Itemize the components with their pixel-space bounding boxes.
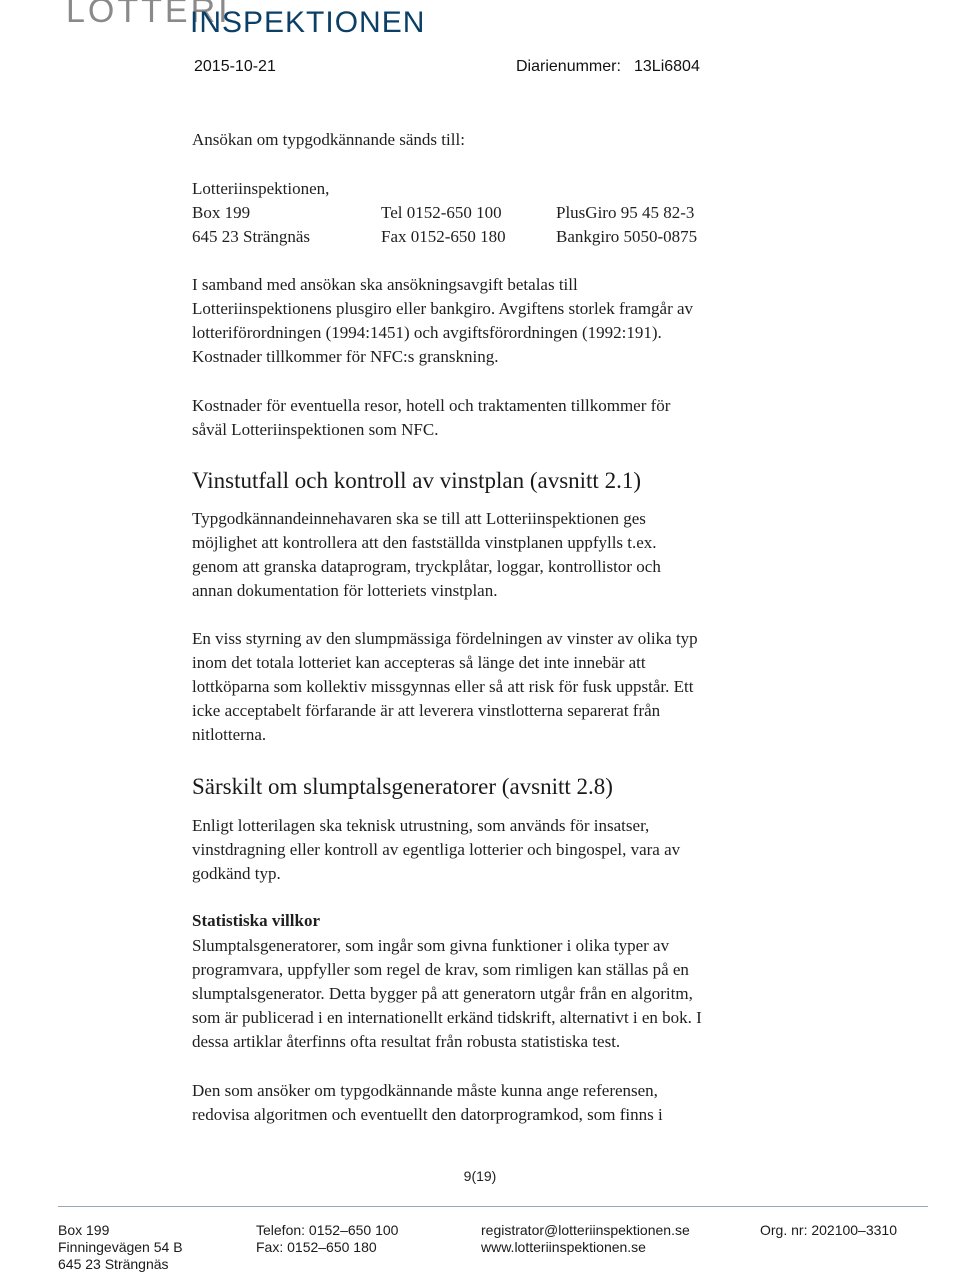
para4-line: slumptalsgenerator. Detta bygger på att generatorn utgår från en algoritm, <box>192 984 693 1003</box>
para3-line: Enligt lotterilagen ska teknisk utrustning, som används för insatser, <box>192 816 650 835</box>
diarienummer-value: 13Li6804 <box>634 58 700 75</box>
address-box: Box 199 <box>192 203 251 222</box>
para4-line: programvara, uppfyller som regel de krav, som rimligen kan ställas på en <box>192 960 689 979</box>
para2-line: icke acceptabelt förfarande är att leverera vinstlotterna separerat från <box>192 701 661 720</box>
heading-vinstutfall: Vinstutfall och kontroll av vinstplan (avsnitt 2.1) <box>192 468 641 493</box>
footer-fax: Fax: 0152–650 180 <box>256 1239 377 1255</box>
document-date: 2015-10-21 <box>194 58 276 75</box>
intro-text: Ansökan om typgodkännande sänds till: <box>192 130 465 149</box>
para1-line: möjlighet att kontrollera att den fastställda vinstplanen uppfylls t.ex. <box>192 533 657 552</box>
address-fax: Fax 0152-650 180 <box>381 227 506 246</box>
logo-lotteri: LOTTERI <box>66 0 231 30</box>
para3-line: godkänd typ. <box>192 864 281 883</box>
para2-line: En viss styrning av den slumpmässiga fördelningen av vinster av olika typ <box>192 629 698 648</box>
address-city: 645 23 Strängnäs <box>192 227 311 246</box>
footer-web[interactable]: www.lotteriinspektionen.se <box>481 1239 646 1255</box>
footer-divider <box>58 1206 928 1207</box>
para2-line: inom det totala lotteriet kan accepteras så länge det inte innebär att <box>192 653 646 672</box>
para2-line: nitlotterna. <box>192 725 267 744</box>
para3-line: vinstdragning eller kontroll av egentliga lotterier och bingospel, vara av <box>192 840 681 859</box>
footer-box: Box 199 <box>58 1222 110 1238</box>
fee-line: I samband med ansökan ska ansökningsavgift betalas till <box>192 275 578 294</box>
para4-line: dessa artiklar återfinns ofta resultat från robusta statistiska test. <box>192 1032 621 1051</box>
costs-line: såväl Lotteriinspektionen som NFC. <box>192 420 439 439</box>
para1-line: Typgodkännandeinnehavaren ska se till att Lotteriinspektionen ges <box>192 509 646 528</box>
footer-street: Finningevägen 54 B <box>58 1239 183 1255</box>
fee-line: lotteriförordningen (1994:1451) och avgiftsförordningen (1992:191). <box>192 323 662 342</box>
page-number: 9(19) <box>463 1168 497 1184</box>
para5-line: Den som ansöker om typgodkännande måste kunna ange referensen, <box>192 1081 658 1100</box>
footer-city: 645 23 Strängnäs <box>58 1256 169 1272</box>
para1-line: genom att granska dataprogram, tryckplåtar, loggar, kontrollistor och <box>192 557 661 576</box>
heading-slumptalsgeneratorer: Särskilt om slumptalsgeneratorer (avsnitt 2.8) <box>192 774 613 799</box>
para1-line: annan dokumentation för lotteriets vinstplan. <box>192 581 498 600</box>
footer-phone: Telefon: 0152–650 100 <box>256 1222 399 1238</box>
diarienummer-label: Diarienummer: <box>516 58 621 75</box>
address-bankgiro: Bankgiro 5050-0875 <box>556 227 698 246</box>
para4-line: som är publicerad i en internationellt erkänd tidskrift, alternativt i en bok. I <box>192 1008 702 1027</box>
address-tel: Tel 0152-650 100 <box>381 203 502 222</box>
costs-line: Kostnader för eventuella resor, hotell och traktamenten tillkommer för <box>192 396 671 415</box>
para4-line: Slumptalsgeneratorer, som ingår som givna funktioner i olika typer av <box>192 936 670 955</box>
footer-email[interactable]: registrator@lotteriinspektionen.se <box>481 1222 690 1238</box>
address-org: Lotteriinspektionen, <box>192 179 330 198</box>
logo-inspektionen: INSPEKTIONEN <box>190 6 426 39</box>
para5-line: redovisa algoritmen och eventuellt den datorprogramkod, som finns i <box>192 1105 663 1124</box>
para2-line: lottköparna som kollektiv missgynnas eller så att risk för fusk uppstår. Ett <box>192 677 694 696</box>
heading-statistiska-villkor: Statistiska villkor <box>192 911 320 930</box>
footer-orgnr: Org. nr: 202100–3310 <box>760 1222 897 1238</box>
address-plusgiro: PlusGiro 95 45 82-3 <box>556 203 695 222</box>
fee-line: Kostnader tillkommer för NFC:s granskning. <box>192 347 499 366</box>
fee-line: Lotteriinspektionens plusgiro eller bankgiro. Avgiftens storlek framgår av <box>192 299 694 318</box>
